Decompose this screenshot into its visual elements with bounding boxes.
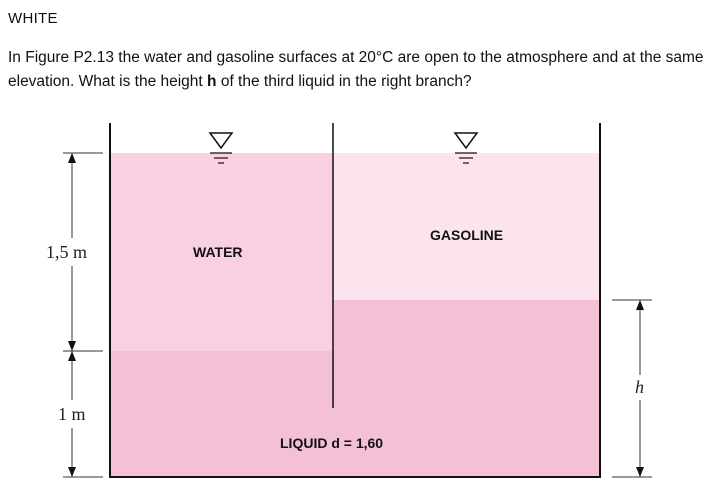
liquid-height-label: 1 m (58, 404, 86, 424)
water-label: WATER (193, 244, 243, 260)
question-part2: of the third liquid in the right branch? (216, 73, 472, 90)
right-dimension (612, 300, 652, 477)
question-part1: In Figure P2.13 the water and gasoline surfaces at 20°C are open to the atmosphere and at the same elevation. What is the height (8, 49, 704, 90)
gasoline-label: GASOLINE (430, 227, 504, 243)
left-dimension (63, 153, 103, 477)
liquid-label: LIQUID d = 1,60 (280, 435, 384, 451)
question-h-bold: h (207, 73, 217, 90)
liquid-bottom-region (110, 351, 333, 476)
h-label: h (635, 377, 644, 397)
water-height-label: 1,5 m (46, 242, 88, 262)
header-label: WHITE (8, 10, 58, 27)
